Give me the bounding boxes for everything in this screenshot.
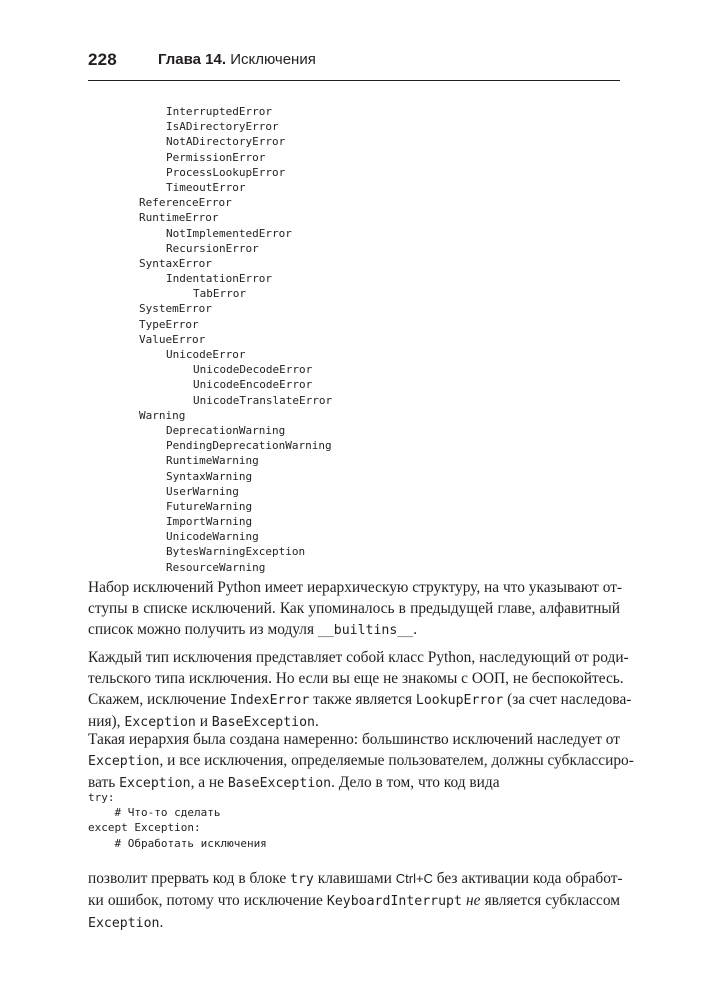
running-header [88, 50, 620, 76]
code-line: # Обработать исключения [88, 836, 267, 850]
inline-text: вать [88, 774, 120, 791]
inline-code: Exception [88, 916, 160, 931]
exception-tree-item: FutureWarning [166, 499, 253, 513]
paragraph-keyboard-interrupt [88, 868, 623, 934]
inline-text: клавишами [313, 870, 396, 887]
paragraph-line: Набор исключений Python имеет иерархическую структуру, на что указывают от- [88, 579, 623, 596]
inline-code: LookupError [415, 693, 504, 708]
inline-code: BaseException [227, 776, 332, 791]
exception-hierarchy-list [139, 104, 332, 575]
inline-text: Скажем, исключение [88, 691, 230, 708]
exception-tree-item: Warning [139, 408, 186, 422]
paragraph-design-rationale [88, 729, 634, 794]
exception-tree-item: TabError [193, 287, 246, 301]
inline-text: , а не [190, 774, 228, 791]
chapter-heading [158, 51, 316, 68]
inline-text: (за счет наследова- [503, 691, 632, 708]
code-line: # Что-то сделать [88, 806, 221, 820]
paragraph-line [88, 750, 634, 772]
exception-tree-item: IsADirectoryError [166, 120, 279, 134]
chapter-label: Глава 14. [158, 51, 227, 68]
code-line: except Exception: [88, 821, 201, 835]
exception-tree-item: TimeoutError [166, 180, 246, 194]
inline-code: KeyboardInterrupt [326, 894, 462, 909]
exception-tree-item: BytesWarningException [166, 545, 306, 559]
inline-code: IndexError [229, 693, 310, 708]
exception-tree-item: PendingDeprecationWarning [166, 439, 332, 453]
code-example [88, 790, 267, 851]
paragraph-line [88, 890, 620, 912]
exception-tree-item: NotImplementedError [166, 226, 292, 240]
inline-text: позволит прервать код в блоке [88, 870, 291, 887]
inline-text: является субклассом [480, 892, 620, 909]
paragraph-line: ступы в списке исключений. Как упоминалось в предыдущей главе, алфавитный [88, 600, 620, 617]
chapter-title: Исключения [230, 51, 316, 68]
paragraph-line [88, 619, 620, 641]
inline-code: __builtins__ [317, 623, 414, 638]
exception-tree-item: NotADirectoryError [166, 135, 286, 149]
paragraph-line [88, 689, 632, 711]
exception-tree-item: ImportWarning [166, 515, 253, 529]
inline-text: . [159, 914, 164, 931]
paragraph-line [88, 868, 623, 890]
paragraph-class-inheritance [88, 647, 632, 733]
exception-tree-item: DeprecationWarning [166, 423, 286, 437]
paragraph-line [88, 912, 620, 934]
paragraph-line: Каждый тип исключения представляет собой класс Python, наследующий от роди- [88, 649, 629, 666]
inline-text: ки ошибок, потому что исключение [88, 892, 327, 909]
inline-code: Exception [119, 776, 191, 791]
exception-tree-item: UnicodeEncodeError [193, 378, 313, 392]
inline-text: ния), [88, 713, 125, 730]
paragraph-line: Такая иерархия была создана намеренно: большинство исключений наследует от [88, 731, 620, 748]
inline-text: . Дело в том, что код вида [331, 774, 500, 791]
inline-text: список можно получить из модуля [88, 621, 318, 638]
exception-tree-item: UserWarning [166, 484, 239, 498]
exception-tree-item: ReferenceError [139, 196, 232, 210]
exception-tree-item: UnicodeTranslateError [193, 393, 333, 407]
exception-tree-item: UnicodeError [166, 348, 246, 361]
exception-tree-item: UnicodeDecodeError [193, 363, 313, 377]
exception-tree-item: IndentationError [166, 272, 272, 286]
exception-tree-item: TypeError [139, 317, 199, 331]
exception-tree-item: SystemError [139, 302, 212, 316]
paragraph-line: тельского типа исключения. Но если вы еще не знакомы с ООП, не беспокойтесь. [88, 670, 624, 687]
exception-tree-item: UnicodeWarning [166, 530, 259, 544]
emphasis-text: не [466, 892, 481, 909]
inline-text: без активации кода обработ- [432, 870, 623, 887]
exception-tree-item: RuntimeWarning [166, 454, 259, 468]
exception-tree-item: ResourceWarning [166, 560, 266, 574]
paragraph-hierarchy-intro [88, 577, 623, 641]
exception-tree-item: SyntaxWarning [166, 469, 253, 483]
header-rule [88, 80, 620, 81]
page-number: 228 [88, 50, 117, 69]
code-line: try: [88, 791, 115, 804]
inline-text: . [315, 713, 319, 730]
exception-tree-item: PermissionError [166, 150, 266, 164]
exception-tree-item: ValueError [139, 332, 206, 346]
keyboard-shortcut: Ctrl+C [395, 871, 433, 886]
inline-code: Exception [124, 715, 196, 730]
inline-text: . [413, 621, 418, 638]
exception-tree-item: ProcessLookupError [166, 165, 286, 179]
inline-text: , и все исключения, определяемые пользователем, должны субклассиро- [159, 752, 634, 769]
inline-code: BaseException [211, 715, 315, 730]
exception-tree-item: RuntimeError [139, 211, 219, 225]
inline-code: try [290, 872, 314, 887]
exception-tree-item: RecursionError [166, 241, 259, 255]
exception-tree-item: InterruptedError [166, 105, 272, 118]
exception-tree-item: SyntaxError [139, 256, 212, 270]
inline-code: Exception [88, 754, 160, 769]
inline-text: также является [309, 691, 416, 708]
inline-text: и [195, 713, 212, 730]
